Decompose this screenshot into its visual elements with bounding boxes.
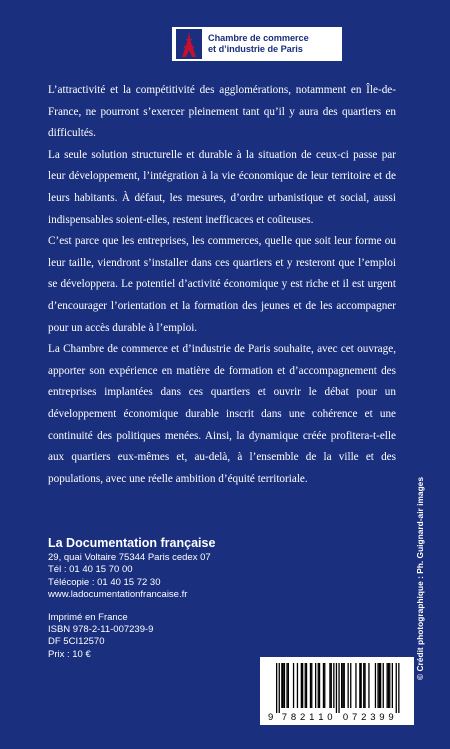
barcode-bar [388,663,389,708]
barcode-bar [389,663,390,708]
barcode-bar [284,663,285,708]
barcode-bar [380,663,381,708]
barcode-bar [276,663,277,713]
barcode-bar [387,663,388,708]
barcode-digit: 7 [352,712,358,723]
barcode-digit: 2 [361,712,367,723]
barcode-bar [338,663,339,713]
photo-credit: © Crédit photographique : Ph. Guignard-air images [415,477,425,680]
barcode-bar [283,663,284,708]
barcode-bar [279,663,280,713]
barcode-digit: 9 [268,712,274,723]
barcode-bar [392,663,393,708]
barcode-bar [323,663,324,708]
barcode-digit: 9 [379,712,385,723]
barcode-bar [350,663,351,708]
cci-paris-logo [172,27,342,61]
barcode-bar [342,663,343,708]
barcode-bar [383,663,384,708]
barcode-bar [361,663,362,708]
barcode-bar [364,663,365,708]
barcode-bar [398,663,399,713]
barcode-bar [359,663,360,708]
publisher-name: La Documentation française [48,536,216,550]
barcode-bar [319,663,320,708]
barcode-bar [305,663,306,708]
barcode-bar [288,663,289,708]
barcode-bar [302,663,303,708]
paragraph: L’attractivité et la compétitivité des agglomérations, notamment en Île-de-France, ne pourront s’exercer pleinement tant qu’il y aura des quartiers en difficultés. [48,84,396,140]
barcode-bar [306,663,307,708]
paragraph: La seule solution structurelle et durable à la situation de ceux-ci passe par leur développement, l’intégration à la vie économique de leur territoire et de leurs habitants. À défaut, les mesures, d’ordre urbanistique et social, aussi indispensables soient-elles, restent inefficaces et coûteuses. [48,148,396,226]
publisher-address: 29, quai Voltaire 75344 Paris cedex 07 [48,552,211,563]
barcode-bar [379,663,380,708]
paragraph: C’est parce que les entreprises, les commerces, quelle que soit leur forme ou leur taille, viendront s’installer dans ces quartiers et y resteront que l’emploi se développera. Le potentiel d’activité économique y est riche et il est urgent d’encourager l’orientation et la formation des jeunes et de les accompagner pour un accès durable à l’emploi. [48,235,396,334]
barcode-bar [368,663,369,708]
price: Prix : 10 € [48,648,91,660]
barcode-bar [293,663,294,708]
barcode-bar [344,663,345,708]
print-info-block [48,612,248,661]
barcode-bar [363,663,364,708]
barcode-bar [355,663,356,708]
barcode-bar [315,663,316,708]
barcode-bar [331,663,332,708]
logo-line-2: et d’industrie de Paris [208,44,303,54]
logo-line-1: Chambre de commerce [208,33,309,43]
barcode-bar [310,663,311,708]
barcode-bar [396,663,397,713]
barcode-digit: 1 [318,712,324,723]
publisher-fax: Télécopie : 01 40 15 72 30 [48,576,161,588]
barcode-bar [375,663,376,708]
barcode-bar [333,663,334,708]
paragraph: La Chambre de commerce et d’industrie de Paris souhaite, avec cet ouvrage, apporter son expérience en matière de formation et d’accompagnement des entreprises implantées dans ces quartiers et ouvrir le débat pour un développement économique durable inscrit dans une cohérence et une continuité des politiques menées. Ainsi, la dynamique créée profitera-t-elle aux quartiers eux-mêmes et, au-delà, à l’ensemble de la ville et des populations, avec une réelle ambition d’équité territoriale. [48,343,396,485]
barcode-bar [297,663,298,708]
printed-in: Imprimé en France [48,612,128,623]
barcode-bar [318,663,319,708]
logo-text [208,33,309,55]
eiffel-tower-icon [176,29,202,59]
barcode-image [260,657,414,725]
barcode-bar [311,663,312,708]
barcode-bar [281,663,282,708]
barcode-bar [341,663,342,708]
barcode-digit: 1 [309,712,315,723]
barcode-digit: 0 [327,712,333,723]
barcode-digit: 8 [290,712,297,723]
isbn: ISBN 978-2-11-007239-9 [48,624,154,636]
publisher-phone: Tél : 01 40 15 70 00 [48,564,133,576]
publisher-website: www.ladocumentationfrancaise.fr [48,588,188,600]
barcode-bar [286,663,287,708]
barcode-bar [336,663,337,713]
barcode-digit: 3 [370,712,376,723]
publisher-block [48,536,348,601]
barcode-bar [329,663,330,708]
barcode [260,657,414,725]
barcode-digit: 7 [281,712,288,723]
barcode-digit: 2 [300,712,306,723]
description-text [48,80,396,490]
reference: DF 5CI12570 [48,636,105,648]
barcode-bar [377,663,378,708]
barcode-bar [348,663,349,708]
barcode-digit: 0 [342,712,349,723]
barcode-digit: 9 [388,712,394,723]
barcode-bar [301,663,302,708]
barcode-bar [324,663,325,708]
